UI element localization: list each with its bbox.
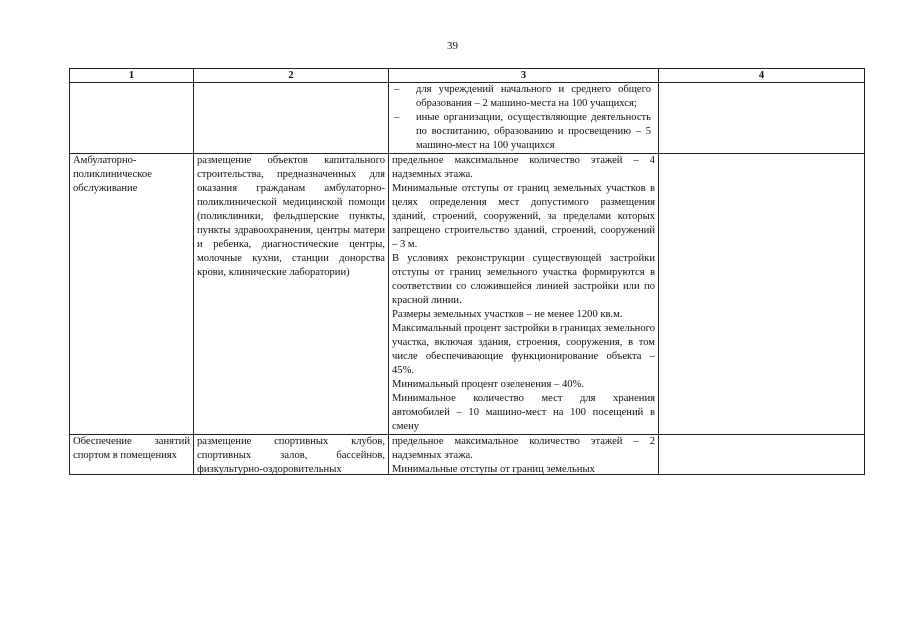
list-item — [392, 83, 655, 111]
cell-parameters — [389, 435, 659, 475]
dash-marker: – — [394, 112, 400, 123]
parameter-paragraph: Минимальные отступы от границ земельных — [392, 464, 595, 474]
table-row-continuation — [70, 83, 865, 154]
cell-use-name: Амбулаторно-поликлиническое обслуживание — [70, 154, 194, 435]
cell-parameters-text — [392, 435, 655, 474]
list-item — [392, 111, 655, 153]
parameter-paragraph: предельное максимальное количество этажей – 2 надземных этажа. — [392, 436, 655, 461]
cell-parameters — [389, 154, 659, 435]
table-row — [70, 154, 865, 435]
cell-use-description-text: размещение спортивных клубов, спортивных залов, бассейнов, физкультурно-оздоровительных — [197, 436, 385, 474]
parameter-paragraph: Минимальные отступы от границ земельных участков в целях определения мест допустимого размещения зданий, строений, сооружений, за пределами которых запрещено строительство зданий, строений, сооружений – 3 м. — [392, 183, 655, 250]
cell-empty — [194, 83, 389, 154]
dash-marker: – — [394, 84, 400, 95]
parameter-paragraph: Минимальное количество мест для хранения автомобилей – 10 машино-мест на 100 посещений в смену — [392, 393, 655, 432]
parameter-paragraph: Размеры земельных участков – не менее 1200 кв.м. — [392, 309, 623, 320]
parameter-paragraph: В условиях реконструкции существующей застройки отступы от границ земельного участка формируются в соответствии со сложившейся линией застройки или по красной линии. — [392, 253, 655, 306]
parameter-paragraph: предельное максимальное количество этажей – 4 надземных этажа. — [392, 155, 655, 180]
table-row — [70, 435, 865, 475]
cell-notes — [659, 435, 865, 475]
cell-use-description: размещение объектов капитального строительства, предназначенных для оказания гражданам амбулаторно-поликлинической медицинской помощи (поликлиники, фельдшерские пункты, пункты здравоохранения, центры матери и ребенка, диагностические центры, молочные кухни, станции донорства крови, клинические лаборатории) — [194, 154, 389, 435]
list-item-text: иные организации, осуществляющие деятельность по воспитанию, образованию и просвещению – 5 машино-мест на 100 учащихся — [416, 112, 651, 151]
list-item-text: для учреждений начального и среднего общего образования – 2 машино-места на 100 учащихся; — [416, 84, 651, 109]
zoning-table — [69, 68, 865, 475]
column-header-1: 1 — [70, 69, 194, 83]
table-header-row — [70, 69, 865, 83]
cell-use-description — [194, 435, 389, 475]
cell-empty — [659, 83, 865, 154]
parameter-paragraph: Минимальный процент озеленения – 40%. — [392, 379, 585, 390]
page-number: 39 — [447, 40, 458, 52]
cell-parameters — [389, 83, 659, 154]
cell-use-name-text: Обеспечение занятий спортом в помещениях — [73, 436, 190, 461]
column-header-2: 2 — [194, 69, 389, 83]
parameter-paragraph: Максимальный процент застройки в границах земельного участка, включая здания, строения, сооружения, в том числе обеспечивающие функционирование объекта – 45%. — [392, 323, 655, 376]
cell-use-name — [70, 435, 194, 475]
column-header-4: 4 — [659, 69, 865, 83]
column-header-3: 3 — [389, 69, 659, 83]
cell-empty — [70, 83, 194, 154]
cell-notes — [659, 154, 865, 435]
